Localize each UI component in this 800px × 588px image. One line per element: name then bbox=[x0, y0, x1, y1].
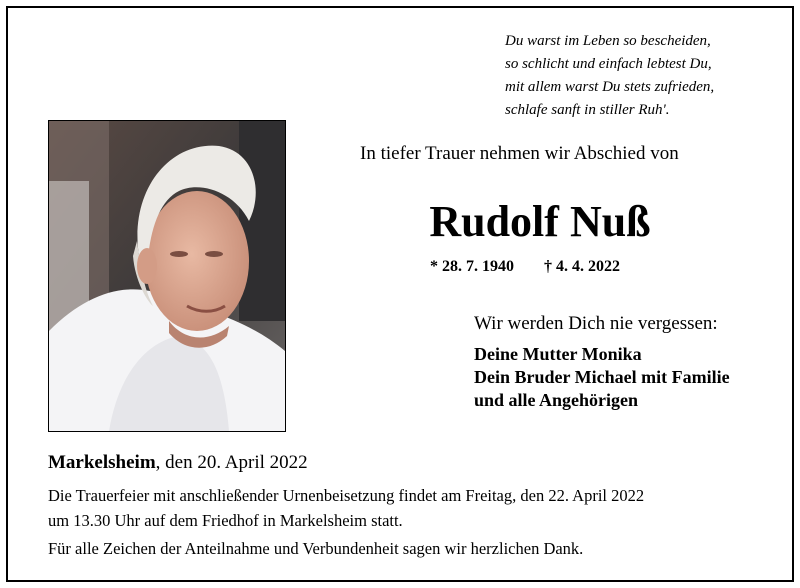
birth-date: * 28. 7. 1940 bbox=[430, 258, 514, 275]
ceremony-details bbox=[48, 483, 763, 533]
mourner-line: Deine Mutter Monika bbox=[474, 344, 642, 364]
ceremony-line: um 13.30 Uhr auf dem Friedhof in Markelsheim statt. bbox=[48, 511, 403, 530]
ceremony-line: Die Trauerfeier mit anschließender Urnenbeisetzung findet am Freitag, den 22. April 2022 bbox=[48, 486, 645, 505]
mourners-list bbox=[474, 343, 730, 412]
thanks-text: Für alle Zeichen der Anteilnahme und Verbundenheit sagen wir herzlichen Dank. bbox=[48, 539, 584, 558]
poem-line: so schlicht und einfach lebtest Du, bbox=[505, 56, 712, 72]
portrait-photo bbox=[48, 120, 286, 432]
intro-text: In tiefer Trauer nehmen wir Abschied von bbox=[360, 143, 679, 164]
mourner-line: Dein Bruder Michael mit Familie bbox=[474, 367, 730, 387]
place-name: Markelsheim bbox=[48, 452, 156, 473]
life-dates bbox=[430, 258, 620, 276]
deceased-name: Rudolf Nuß bbox=[429, 197, 651, 246]
never-forget-text: Wir werden Dich nie vergessen: bbox=[474, 313, 718, 334]
death-date: † 4. 4. 2022 bbox=[544, 258, 620, 275]
memorial-poem bbox=[505, 30, 714, 122]
mourner-line: und alle Angehörigen bbox=[474, 390, 639, 410]
notice-date: , den 20. April 2022 bbox=[155, 452, 308, 473]
poem-line: schlafe sanft in stiller Ruh'. bbox=[505, 102, 670, 118]
poem-line: mit allem warst Du stets zufrieden, bbox=[505, 79, 715, 95]
place-date-line bbox=[48, 452, 308, 474]
poem-line: Du warst im Leben so bescheiden, bbox=[505, 33, 711, 49]
